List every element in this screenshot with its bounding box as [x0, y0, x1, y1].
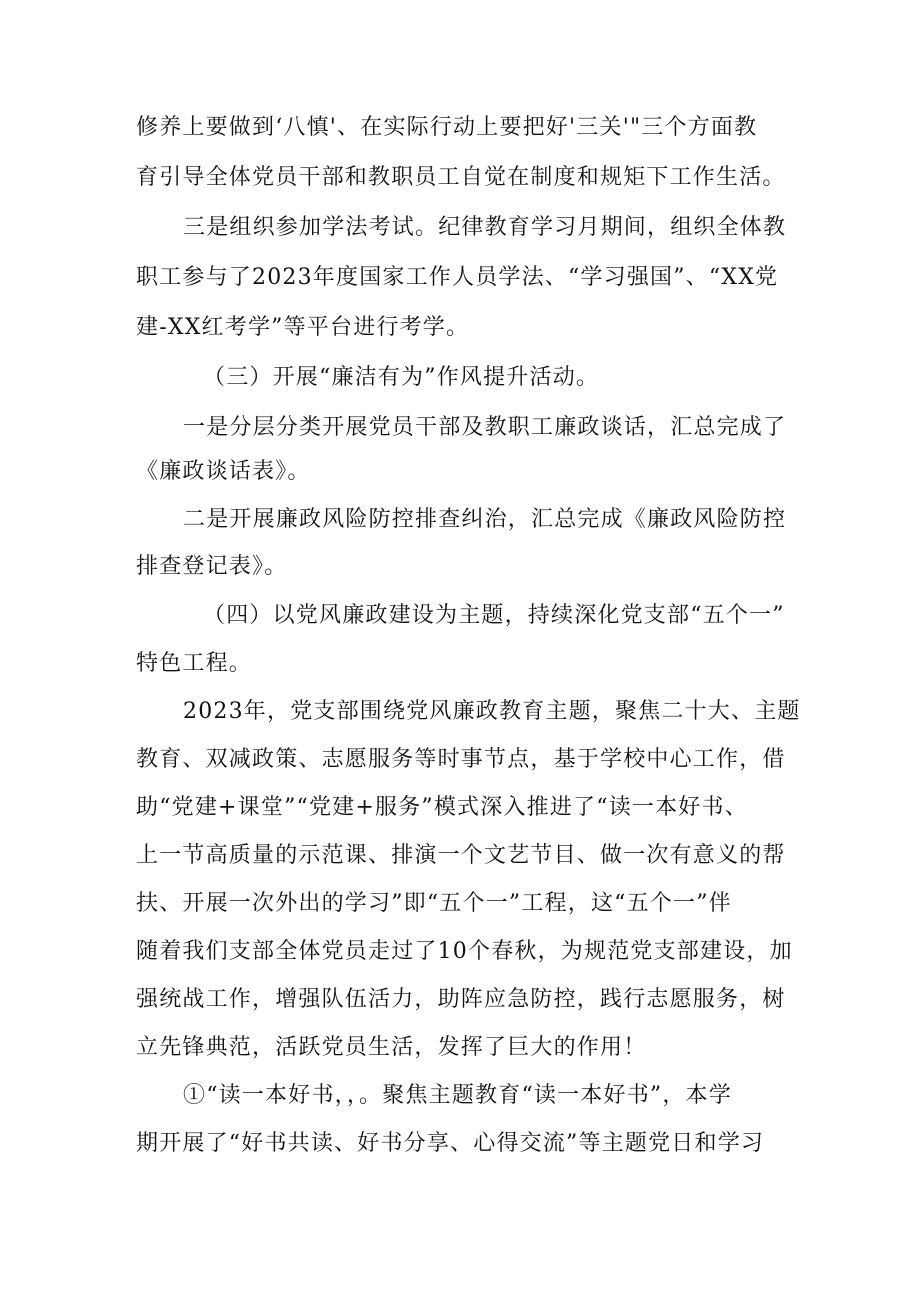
- paragraph-line: 上一节高质量的示范课、排演一个文艺节目、做一次有意义的帮: [136, 843, 786, 868]
- paragraph-line: 强统战工作，增强队伍活力，助阵应急防控，践行志愿服务，树: [136, 987, 786, 1012]
- paragraph-line: 《廉政谈话表》。: [136, 459, 311, 484]
- paragraph-line: ①“读一本好书，，。聚焦主题教育“读一本好书”，本学: [183, 1083, 732, 1108]
- paragraph-line: 三是组织参加学法考试。纪律教育学习月期间，组织全体教: [183, 215, 787, 240]
- paragraph-line: 育引导全体党员干部和教职员工自觉在制度和规矩下工作生活。: [136, 165, 786, 190]
- paragraph-line: 建-XX红考学”等平台进行考学。: [136, 315, 470, 340]
- section-heading: （三）开展“廉洁有为”作风提升活动。: [203, 365, 600, 390]
- paragraph-line: 排查登记表》。: [136, 554, 288, 579]
- paragraph-line: 二是开展廉政风险防控排查纠治，汇总完成《廉政风险防控: [183, 507, 787, 532]
- paragraph-line: 助“党建+课堂”“党建+服务”模式深入推进了“读一本好书、: [136, 795, 748, 820]
- section-heading: （四）以党风廉政建设为主题，持续深化党支部“五个一”: [203, 603, 785, 628]
- paragraph-line: 期开展了“好书共读、好书分享、心得交流”等主题党日和学习: [136, 1131, 765, 1156]
- paragraph-line: 扶、开展一次外出的学习”即“五个一”工程，这“五个一”伴: [136, 891, 732, 916]
- paragraph-line: 修养上要做到‘八慎'、在实际行动上要把好'三关'"三个方面教: [136, 115, 758, 140]
- paragraph-line: 一是分层分类开展党员干部及教职工廉政谈话，汇总完成了: [183, 415, 787, 440]
- paragraph-line: 立先锋典范，活跃党员生活，发挥了巨大的作用！: [136, 1035, 647, 1060]
- paragraph-line: 随着我们支部全体党员走过了10个春秋，为规范党支部建设，加: [136, 939, 793, 964]
- paragraph-line: 2023年，党支部围绕党风廉政教育主题，聚焦二十大、主题: [183, 699, 801, 724]
- paragraph-line: 职工参与了2023年度国家工作人员学法、“学习强国”、“XX党: [136, 265, 779, 290]
- paragraph-line: 教育、双减政策、志愿服务等时事节点，基于学校中心工作，借: [136, 747, 786, 772]
- section-heading-continuation: 特色工程。: [136, 651, 253, 676]
